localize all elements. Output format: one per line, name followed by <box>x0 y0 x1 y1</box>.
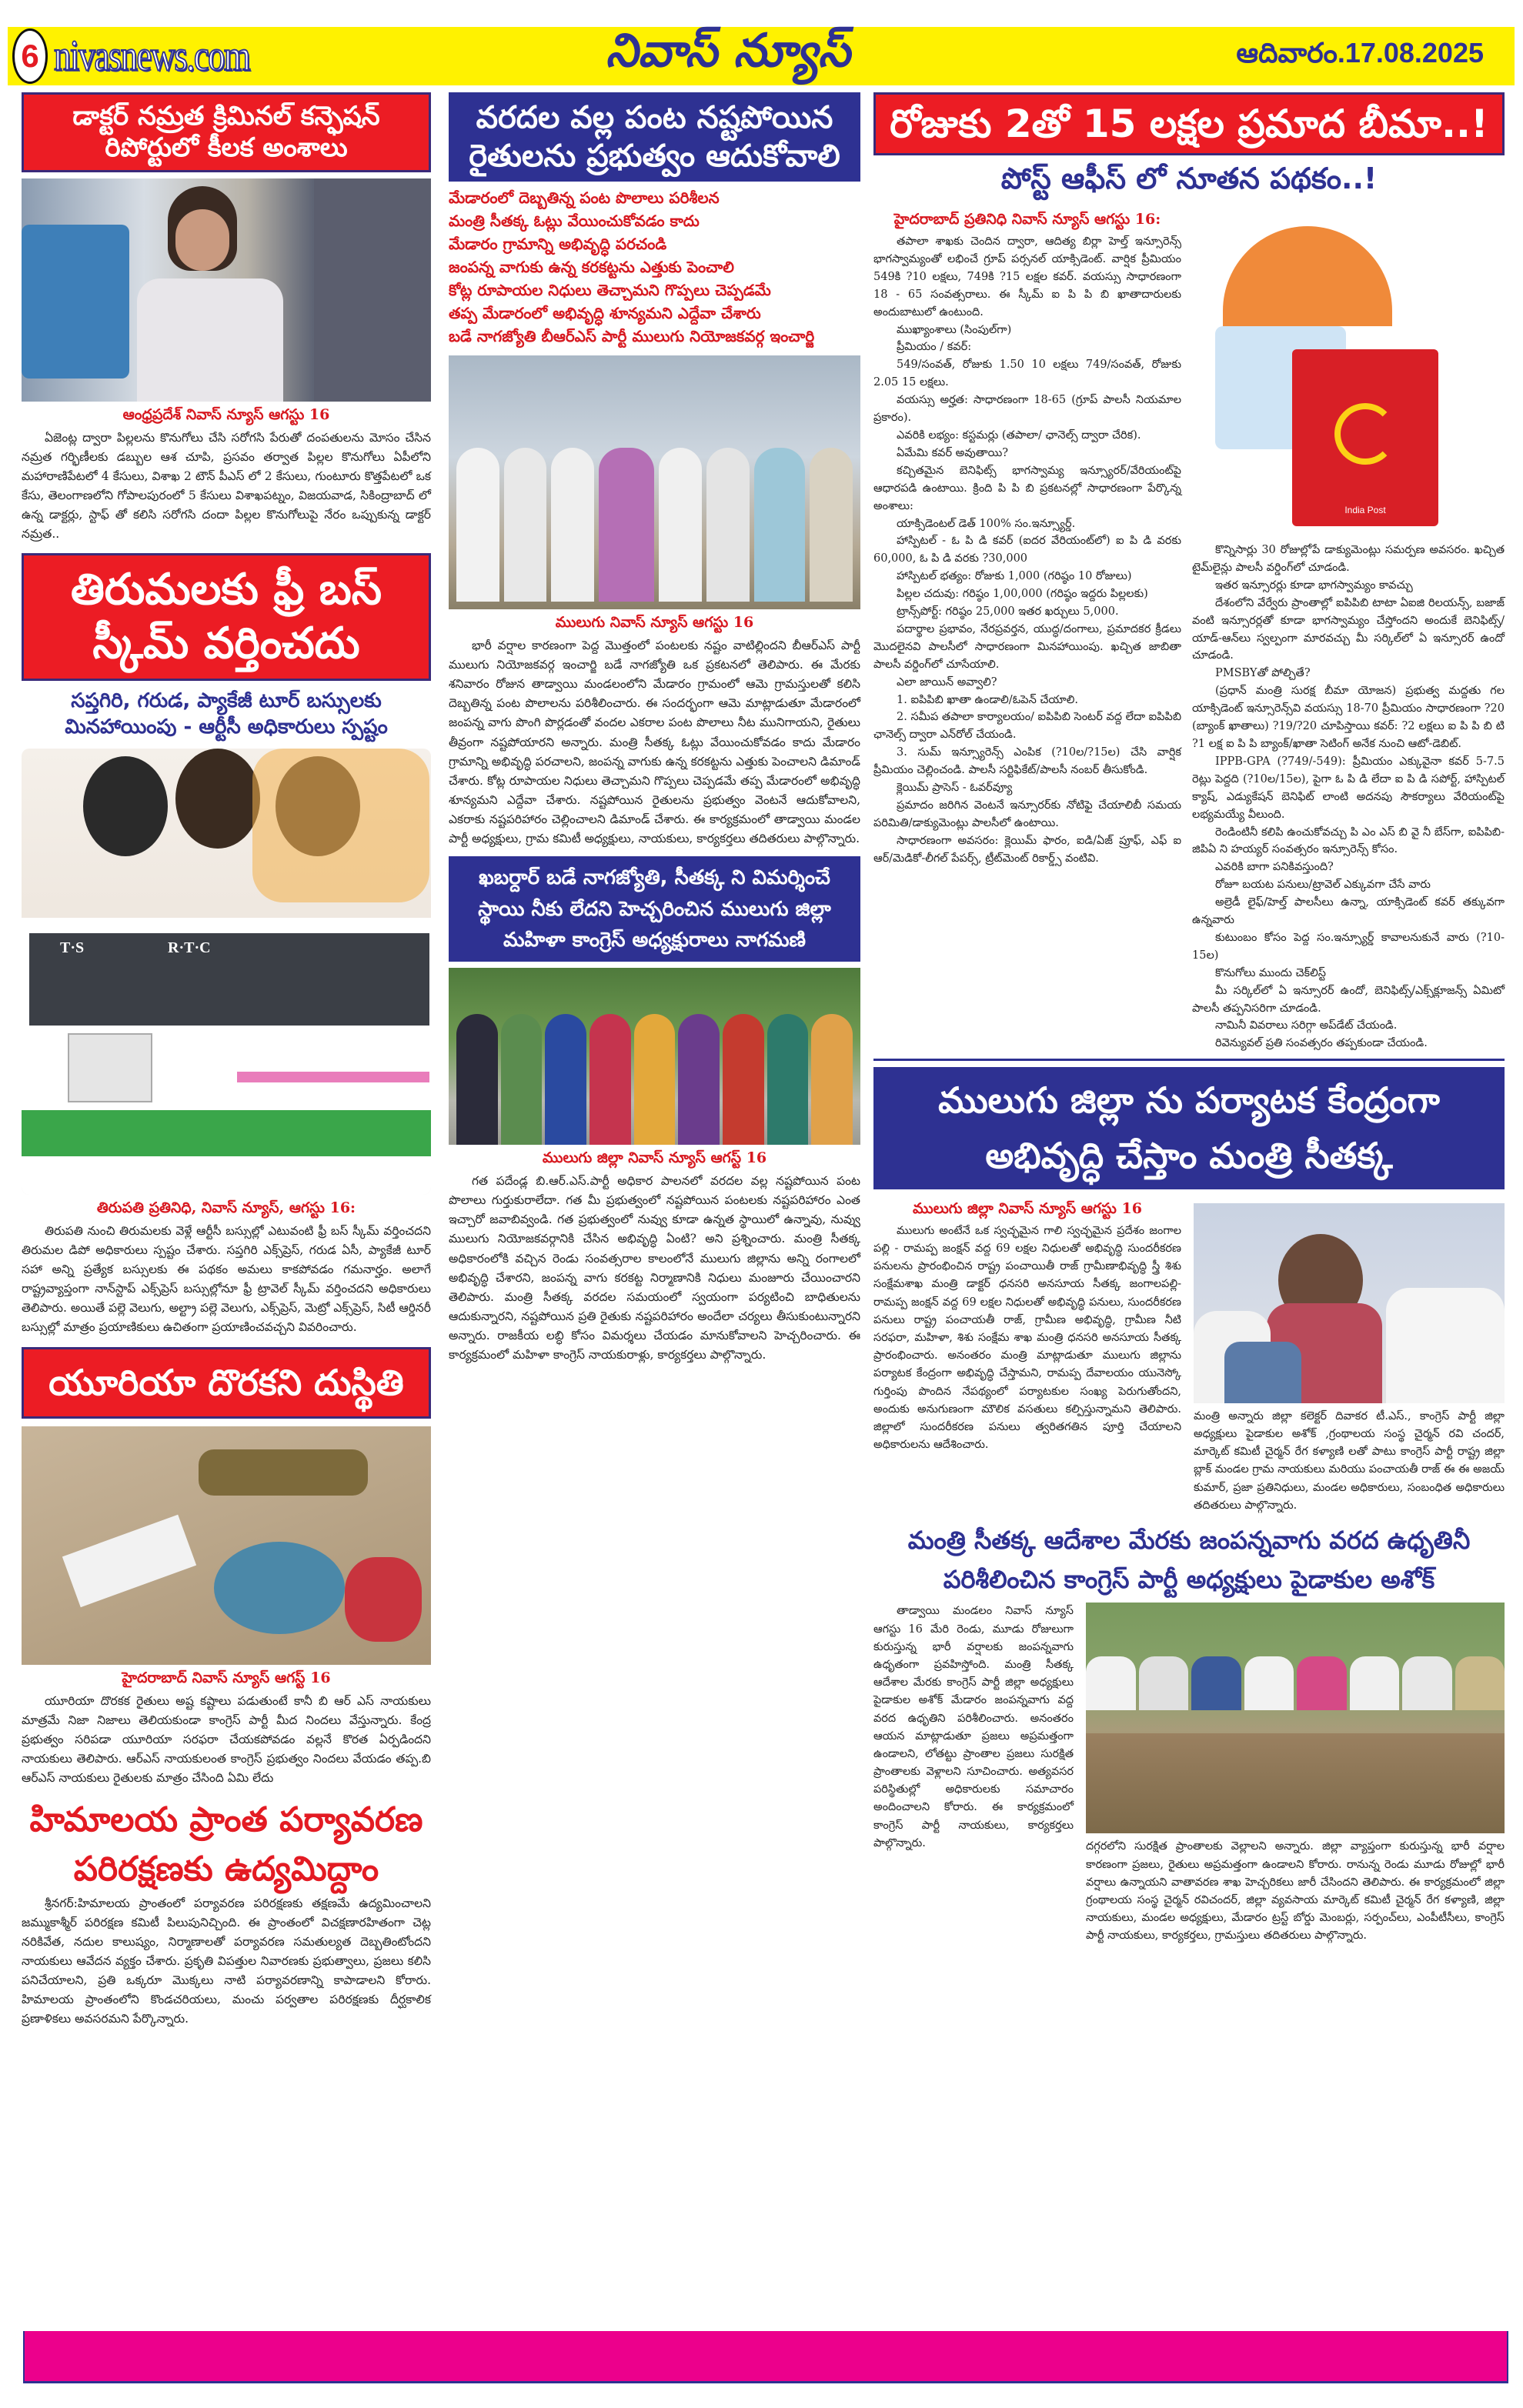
group-people <box>456 448 853 602</box>
minister-photo <box>1194 1203 1505 1403</box>
insurance-left-column <box>873 206 1181 1052</box>
footer-ad-band <box>23 2331 1508 2383</box>
insurance-right-column <box>1192 206 1505 1052</box>
column-middle <box>449 92 860 1365</box>
headline: డాక్టర్ నమ్రత క్రిమినల్ కన్ఫెషన్ రిపోర్టులో కీలక అంశాలు <box>22 92 431 172</box>
police-figures <box>314 178 431 402</box>
article-jampanna <box>873 1521 1505 1946</box>
flood-water <box>1086 1733 1505 1833</box>
article-body-right <box>1194 1408 1505 1515</box>
article-body <box>22 429 431 545</box>
body-text: ములుగు అంటేనే ఒక స్వచ్ఛమైన గాలి స్వచ్ఛమైన ప్రదేశం జంగాల పల్లి - రామప్ప జంక్షన్ వద్ద 69 లక్షల నిధులతో అభివృద్ధి సుందరీకరణ పనులను ప్రారంభించిన రాష్ట్ర పంచాయితీ రాజ్ గ్రామీణాభివృద్ధి స్త్రీ శిశు సంక్షేమశాఖ మంత్రి డాక్టర్ ధనసరి అనసూయ సీతక్క జంగాలపల్లి-రామప్ప జంక్షన్ వద్ద 69 లక్షల నిధులతో అభివృద్ధి పనులు, సుందరీకరణ పనులు రాష్ట్ర పంచాయతీ రాజ్, గ్రామీణ అభివృద్ధి, గ్రామీణ నీటి సరఫరా, మహిళా, శిశు సంక్షేమ శాఖ మంత్రి ధనసరి అనసూయ సీతక్క ప్రారంభించారు. అనంతరం మంత్రి మాట్లాడుతూ ములుగు జిల్లాను పర్యాటక కేంద్రంగా అభివృద్ధి చేస్తామని, రామప్ప దేవాలయం యునెస్కో గుర్తింపు పొందిన నేపథ్యంలో పర్యాటకుల సంఖ్య పెరుగుతోందని, అందుకు అనుగుణంగా మౌలిక వసతులు కల్పిస్తున్నామని తెలిపారు. జిల్లాలో సుందరీకరణ పనులు త్వరితగతిన పూర్తి చేయాలని అధికారులను ఆదేశించారు. <box>873 1224 1181 1452</box>
body-para: 2. సమీప తపాలా కార్యాలయం/ ఐపిపిబి సెంటర్ వద్ద లేదా ఐపిపిబి ఛానెల్స్ ద్వారా ఎన్‌రోల్ చేయండి. <box>873 711 1181 742</box>
india-post-logo-icon <box>1334 403 1396 465</box>
person-body <box>137 278 283 402</box>
body-para: ఎవరికి బాగా పనికివస్తుంది? <box>1215 861 1334 874</box>
column-right <box>873 92 1505 1946</box>
group-photo <box>449 968 860 1145</box>
group-photo <box>449 355 860 609</box>
body-para: (ప్రధాన్ మంత్రి సురక్ష బీమా యోజన) ప్రభుత్వ మద్దతు గల యాక్సిడెంట్ ఇన్సూరెన్స్‌వి వయస్సు 18-70 ప్రీమియం సాధారణంగా ?20 (బ్యాంక్ ఖాతాలు) ?19/?20 చూపిస్తాయి కవర్: ?2 లక్షలు ఐ పి పి బి టి ?1 లక్ష ఐ పి పి బ్యాంక్/ఖాతా సెటింగ్ అనేక నుంచి ఆటో-డెబిట్. <box>1192 685 1505 750</box>
body-para: రోజూ బయట పనులు/ట్రావెల్ ఎక్కువగా చేసే వారు <box>1215 879 1431 892</box>
body-para: ఎలా జాయిన్ అవ్వాలి? <box>897 675 997 689</box>
article-photo <box>22 1426 431 1665</box>
body-text: గత పదేండ్ల బి.ఆర్.ఎస్.పార్టీ అధికార పాలనలో వరదల వల్ల నష్టపోయిన పంట పొలాలు గుర్తుకురాలేదా. గత మీ ప్రభుత్వంలో నష్టపోయిన పంటలకు నష్టపరిహారం ఎంత ఇచ్చారో జవాబివ్వండి. గత ప్రభుత్వంలో నువ్వు కూడా ఉన్నత స్థాయిలో ఉన్నావు, నువ్వు ములుగు నియోజకవర్గానికి చేసిన అభివృద్ధి ఏంటి? అని ప్రశ్నించారు. మంత్రి సీతక్క అధికారంలోకి వచ్చిన రెండు సంవత్సరాల కాలంలోనే ములుగు జిల్లాను అన్ని రంగాలలో అభివృద్ధి చేశారని, జంపన్న వాగు కరకట్ట నిర్మాణానికి నిధులు మంజూరు చేయించారని తెలిపారు. మంత్రి సీతక్క వరదల సమయంలో స్వయంగా పర్యటించి బాధితులను ఆదుకున్నారని, నష్టపోయిన ప్రతి రైతుకు నష్టపరిహారం అందేలా చర్యలు తీసుకుంటున్నారని అన్నారు. రాజకీయ లబ్ధి కోసం విమర్శలు చేయడం మానుకోవాలని హెచ్చరించారు. ఈ కార్యక్రమంలో మహిళా కాంగ్రెస్ నాయకురాళ్లు, కార్యకర్తలు పాల్గొన్నారు. <box>449 1174 860 1362</box>
dateline: హైదరాబాద్ నివాస్ న్యూస్ ఆగస్ట్ 16 <box>122 1669 331 1686</box>
website-name: nivasnews.com <box>54 32 250 80</box>
article-body <box>22 1894 431 2029</box>
body-para: ప్రీమియం / కవర్: <box>897 341 972 354</box>
newspaper-title: నివాస్ న్యూస్ <box>603 24 860 78</box>
headline: రోజుకు 2తో 15 లక్షల ప్రమాద బీమా..! <box>873 92 1505 155</box>
body-text: మంత్రి అన్నారు జిల్లా కలెక్టర్ దివాకర టీ.ఎస్., కాంగ్రెస్ పార్టీ జిల్లా అధ్యక్షులు పైడాకుల అశోక్ ,గ్రంథాలయ సంస్థ చైర్మన్ రవి చందర్, మార్కెట్ కమిటీ చైర్మన్ రేగ కళ్యాణి లతో పాటు కాంగ్రెస్ పార్టీ రాష్ట్ర జిల్లా బ్లాక్ మండల గ్రామ నాయకులు మరియు పంచాయతీ రాజ్ ఈ ఈ అజయ్ కుమార్, ప్రజా ప్రతినిధులు, మండల అధికారులు, సంబంధిత అధికారులు తదితరులు పాల్గొన్నారు. <box>1194 1409 1505 1512</box>
tourism-columns <box>873 1196 1505 1515</box>
bus-stripe-green <box>22 1110 431 1156</box>
body-para: రివెన్యువల్ ప్రతి సంవత్సరం తప్పకుండా చేయండి. <box>1215 1037 1428 1050</box>
article-insurance <box>873 92 1505 1061</box>
group-women <box>456 1014 853 1145</box>
headline: మంత్రి సీతక్క ఆదేశాల మేరకు జంపన్నవాగు వరద ఉధృతినీ పరిశీలించిన కాంగ్రెస్ పార్టీ అధ్యక్షులు పైడాకుల అశోక్ <box>907 1526 1471 1595</box>
headline: ఖబర్దార్ బడే నాగజ్యోతి, సీతక్క ని విమర్శించే స్థాయి నీకు లేదని హెచ్చరించిన ములుగు జిల్లా మహిళా కాంగ్రెస్ అధ్యక్షురాలు నాగమణి <box>449 856 860 962</box>
bus-stripe-pink <box>237 1072 429 1082</box>
headline: యూరియా దొరకని దుస్థితి <box>22 1347 431 1419</box>
article-namratha <box>22 92 431 544</box>
subheadline: సప్తగిరి, గరుడ, ప్యాకేజీ టూర్ బస్సులకు మినహాయింపు - ఆర్టీసీ అధికారులు స్పష్టం <box>65 689 388 739</box>
body-text: దగ్గరలోని సురక్షిత ప్రాంతాలకు వెల్లాలని అన్నారు. జిల్లా వ్యాప్తంగా కురుస్తున్న భారీ వర్షాల కారణంగా ప్రజలు, రైతులు అప్రమత్తంగా ఉండాలని కోరారు. రానున్న రెండు మూడు రోజుల్లో భారీ వర్షాలు ఉన్నాయని వాతావరణ శాఖ హెచ్చరికలు జారీ చేసిందని తెలిపారు. ఈ కార్యక్రమంలో జిల్లా గ్రంథాలయ సంస్థ చైర్మన్ రవిచందర్, జిల్లా వ్యవసాయ మార్కెట్ కమిటీ చైర్మన్ రేగ కళ్యాణి, జిల్లా నాయకులు, మండల అధ్యక్షులు, మేడారం ట్రస్ట్ బోర్డు మెంబర్లు, సర్పంచ్‌లు, ఎంపీటీసీలు, కాంగ్రెస్ పార్టీ నాయకులు, కార్యకర్తలు, గ్రామస్తులు తదితరులు పాల్గొన్నారు. <box>1086 1840 1505 1943</box>
article-body-right <box>1192 542 1505 1052</box>
column-left <box>22 92 431 2029</box>
body-para: PMSBYతో పోల్చితే? <box>1215 667 1311 680</box>
bus-label-rtc: R·T·C <box>168 939 211 956</box>
body-para: ముఖ్యాంశాలు (సింపుల్‌గా) <box>897 323 1012 336</box>
bus-windshield <box>29 933 429 1026</box>
body-text: తిరుపతి నుంచి తిరుమలకు వెళ్లే ఆర్టీసీ బస్సుల్లో ఎటువంటి ఫ్రీ బస్ స్కీమ్ వర్తించదని తిరుమల డిపో అధికారులు స్పష్టం చేశారు. సప్తగిరి ఎక్స్‌ప్రెస్, గరుడ ఏసీ, ప్యాకేజీ టూర్ సహా అన్ని ప్రత్యేక బస్సులకు ఈ పథకం అమలు కాకపోవడం గమనార్హం. అలాగే రాష్ట్రవ్యాప్తంగా నాన్‌స్టాప్ ఎక్స్‌ప్రెస్ బస్సుల్లోనూ ఫ్రీ ట్రావెల్ స్కీమ్ వర్తించదని అధికారులు తెలిపారు. అయితే పల్లె వెలుగు, అల్ట్రా పల్లె వెలుగు, ఎక్స్‌ప్రెస్, మెట్రో ఎక్స్‌ప్రెస్, సిటీ ఆర్డినరీ బస్సుల్లో మాత్రం ప్రయాణికులు ఉచితంగా ప్రయాణించవచ్చని వివరించారు. <box>22 1223 431 1335</box>
highlight-line: కోట్ల రూపాయల నిధులు తెచ్చామని గొప్పలు చెప్పడమే <box>449 281 771 299</box>
person-face <box>175 209 229 271</box>
body-para: హాస్పిటల్ - ఓ పి డి కవర్ (ఐదర వేరియంట్‌లో) ఐ పి డి వరకు 60,000, ఓ పి డి వరకు ?30,000 <box>873 535 1181 565</box>
masthead <box>8 24 1515 85</box>
highlight-line: బడే నాగజ్యోతి బీఆర్ఎస్ పార్టీ ములుగు నియోజకవర్గ ఇంచార్జి <box>449 327 815 345</box>
dateline: ఆంధ్రప్రదేశ్ నివాస్ న్యూస్ ఆగస్టు 16 <box>122 405 330 423</box>
insurance-columns <box>873 206 1505 1052</box>
india-post-illustration <box>1192 211 1505 534</box>
body-para: తపాలా శాఖకు చెందిన ద్వారా, ఆదిత్య బిర్లా హెల్త్ ఇన్సూరెన్స్ భాగస్వామ్యంతో లభించే గ్రూప్ పర్సనల్ యాక్సిడెంట్. వార్షిక ప్రీమియం 549కి ?10 లక్షలు, 749కి ?15 లక్షల కవర్. వయస్సు సాధారణంగా 18 - 65 సంవత్సరాలు. ఈ స్కీమ్ ఐ పి పి బి ఖాతాదారులకు అందుబాటులో ఉంటుంది. <box>873 235 1181 319</box>
body-para: ఏమేమి కవర్ అవుతాయి? <box>897 446 1009 459</box>
section-divider <box>873 1059 1505 1061</box>
body-para: ఎవరికి లభ్యం: కస్టమర్లు (తపాలా/ ఛానెల్స్ ద్వారా చేరిక). <box>897 429 1141 442</box>
body-para: 1. ఐపిపిబి ఖాతా ఉండాలి/ఓపెన్ చేయాలి. <box>897 693 1078 706</box>
issue-date: ఆదివారం.17.08.2025 <box>1236 36 1484 68</box>
sleeping-person <box>214 1542 345 1634</box>
body-para: ట్రాన్స్‌పోర్ట్: గరిష్ఠం 25,000 ఇతర ఖర్చులు 5,000. <box>897 605 1119 619</box>
body-para: మీ సర్కిల్‌లో ఏ ఇన్సూరర్ ఉందో, బెనిఫిట్స్/ఎక్స్‌క్లూజన్స్ ఏమిటో పాలసీ తప్పనిసరిగా చూడండి. <box>1192 984 1505 1015</box>
headline: తిరుమలకు ఫ్రీ బస్ స్కీమ్ వర్తించదు <box>22 553 431 681</box>
body-para: కచ్చితమైన బెనిఫిట్స్ భాగస్వామ్య ఇన్స్యూరర్/వేరియంట్‌పై ఆధారపడి ఉంటాయి. క్రింది పి పి బి ప్రకటనల్లో సాధారణంగా పేర్కొన్న అంశాలు: <box>873 464 1181 512</box>
highlight-line: మేడారం గ్రామాన్ని అభివృద్ధి పరచండి <box>449 235 667 253</box>
red-cloth <box>345 1557 422 1642</box>
dateline: ములుగు నివాస్ న్యూస్ ఆగస్టు 16 <box>555 614 754 631</box>
india-post-card <box>1292 349 1438 526</box>
page-number: 6 <box>12 28 48 84</box>
body-para: IPPB-GPA (?749/-549): ప్రీమియం ఎక్కువైనా కవర్ 5-7.5 రెట్లు పెద్దది (?10ల/15ల), పైగా ఓ పి డి లేదా ఐ పి డి సపోర్ట్, హాస్పిటల్ క్యాష్, ఎడ్యుకేషన్ బెనిఫిట్ లాంటి అదనపు సౌకర్యాలు వేరియంట్‌పై లభ్యమయ్యే వీలుంది. <box>1192 755 1505 821</box>
highlight-line: మేడారంలో దెబ్బతిన్న పంట పొలాలు పరిశీలన <box>449 188 720 207</box>
umbrella-icon <box>1223 226 1392 326</box>
person-right <box>1386 1288 1505 1403</box>
body-para: 549/సంవత్, రోజుకు 1.50 10 లక్షలు 749/సంవత్, రోజుకు 2.05 15 లక్షలు. <box>873 359 1181 389</box>
article-photo <box>22 178 431 402</box>
body-para: 3. సుమ్ ఇన్స్యూరెన్స్ ఎంపిక (?10ల/?15ల) చేసి వార్షిక ప్రీమియం చెల్లించండి. పాలసీ సర్టిఫికేట్/పాలసీ నంబర్ తీసుకోండి. <box>873 746 1181 777</box>
dateline: తిరుపతి ప్రతినిధి, నివాస్ న్యూస్, ఆగస్టు 16: <box>96 1199 356 1216</box>
plant-pot-shape <box>199 1449 368 1496</box>
headline: హిమాలయ ప్రాంత పర్యావరణ పరిరక్షణకు ఉద్యమిద్దాం <box>29 1800 423 1889</box>
article-nagamani <box>449 856 860 1365</box>
highlights-list <box>449 186 860 348</box>
article-body <box>873 1222 1181 1454</box>
collector-figure <box>1224 1342 1301 1403</box>
bus-body <box>22 918 431 1195</box>
body-para: కుటుంబం కోసం పెద్ద సం.ఇన్స్యూర్డ్ కావాలనుకునే వారు (?10-15ల) <box>1192 931 1505 962</box>
woman-photo-2 <box>175 749 260 849</box>
dateline: ములుగు జిల్లా నివాస్ న్యూస్ ఆగస్టు 16 <box>913 1199 1142 1217</box>
jampanna-columns <box>873 1603 1505 1945</box>
india-post-label: India Post <box>1344 505 1386 515</box>
dateline: హైదరాబాద్ ప్రతినిధి నివాస్ న్యూస్ ఆగస్టు 16: <box>893 211 1161 228</box>
body-para: వయస్సు అర్హత: సాధారణంగా 18-65 (గ్రూప్ పాలసీ నియమాల ప్రకారం). <box>873 394 1181 425</box>
article-body <box>22 1222 431 1338</box>
jampanna-left-column <box>873 1603 1074 1945</box>
crowd-figures <box>1086 1656 1505 1710</box>
fertilizer-bags <box>62 1514 196 1607</box>
body-para: దేశంలోని వేర్వేరు ప్రాంతాల్లో ఐపిపిబి టాటా ఏఐజి రిలయన్స్, బజాజ్ వంటి ఇన్సూరర్లతో కూడా భాగస్వామ్యం చేస్తోందని అందుకే బెనిఫిట్స్/యాడ్-ఆన్‌లు స్వల్పంగా మారవచ్చు మీ సర్కిల్‌లో ఏ ఇన్సూరర్ ఉందో చూడండి. <box>1192 596 1505 662</box>
tourism-left-column <box>873 1196 1181 1515</box>
bus-photo <box>22 749 431 1195</box>
body-para: క్లెయిమ్ ప్రాసెస్ - ఓవర్‌వ్యూ <box>897 782 1013 795</box>
body-para: పదార్థాల ప్రభావం, నేరప్రవర్తన, యుద్ధ/దంగాలు, ప్రమాదకర క్రీడలు మొదలైనవి పాలసీలో సాధారణంగా మినహాయింపు. ఖచ్చిత జాబితా పాలసీ వర్డింగ్‌లో చూసేయాలి. <box>873 622 1181 671</box>
article-body <box>873 1603 1074 1853</box>
body-para: హాస్పిటల్ భత్యం: రోజుకు 1,000 (గరిష్ఠం 10 రోజులు) <box>897 570 1132 583</box>
river-photo <box>1086 1603 1505 1833</box>
body-para: యాక్సిడెంటల్ డెత్ 100% సం.ఇన్స్యూర్డ్. <box>897 517 1076 530</box>
highlight-line: జంపన్న వాగుకు ఉన్న కరకట్టను ఎత్తుకు పెంచాలి <box>449 258 734 276</box>
article-body <box>873 233 1181 868</box>
body-para: అల్రెడీ లైఫ్/హెల్త్ పాలసీలు ఉన్నా, యాక్సిడెంట్ కవర్ తక్కువగా ఉన్నవారు <box>1192 896 1505 927</box>
highlight-line: మంత్రి సీతక్క ఓట్లు వేయించుకోవడం కాదు <box>449 212 700 230</box>
woman-photo-1 <box>83 756 168 856</box>
bus-label-ts: T·S <box>60 939 85 956</box>
tourism-right-column <box>1194 1196 1505 1515</box>
body-text: శ్రీనగర్:హిమాలయ ప్రాంతంలో పర్యావరణ పరిరక్షణకు తక్షణమే ఉద్యమించాలని జమ్ముకాశ్మీర్ పరిరక్షణ కమిటీ పిలుపునిచ్చింది. ఈ ప్రాంతంలో విచక్షణారహితంగా చెట్ల నరికివేత, నదుల కాలుష్యం, నిర్మాణాలతో పర్యావరణ సమతుల్యత దెబ్బతింటోందని నాయకులు ఆవేదన వ్యక్తం చేశారు. ప్రకృతి విపత్తుల నివారణకు ప్రభుత్వాలు, ప్రజలు కలిసి పనిచేయాలని, ప్రతి ఒక్కరూ మొక్కలు నాటి పర్యావరణాన్ని కాపాడాలని కోరారు. హిమాలయ ప్రాంతంలోని కొండచరియలు, మంచు పర్వతాల పరిరక్షణకు దీర్ఘకాలిక ప్రణాళికలు అవసరమని పేర్కొన్నారు. <box>22 1896 431 2026</box>
highlight-line: తప్ప మేడారంలో అభివృద్ధి శూన్యమని ఎద్దేవా చేశారు <box>449 304 761 322</box>
bus-grille <box>68 1033 152 1102</box>
article-tourism <box>873 1067 1505 1515</box>
body-text: భారీ వర్షాల కారణంగా పెద్ద మొత్తంలో పంటలకు నష్టం వాటిల్లిందని బీఆర్ఎస్ పార్టీ ములుగు నియోజకవర్గ ఇంచార్జి బడే నాగజ్యోతి ఒక ప్రకటనలో తెలిపారు. ఈ మేరకు శనివారం రోజున తాడ్వాయి మండలంలోని మేడారం గ్రామంలో ఆమె గ్రామస్తులతో కలిసి దెబ్బతిన్న పంట పొలాలను పరిశీలించారు. ఈ సందర్భంగా ఆమె మాట్లాడుతూ మేడారంలో జంపన్న వాగు పొంగి పొర్లడంతో వందల ఎకరాల పంట పొలాలు నీట మునిగాయని, రైతులు తీవ్రంగా నష్టపోయారని అన్నారు. మంత్రి సీతక్క ఓట్లు వేయించుకోవడం కాదు మేడారం గ్రామాన్ని అభివృద్ధి పరచాలని, జంపన్న వాగుకు ఉన్న కరకట్టను ఎత్తుకు పెంచాలని డిమాండ్ చేశారు. కోట్ల రూపాయల నిధులు తెచ్చామని గొప్పలు చెప్పడమే తప్ప మేడారంలో అభివృద్ధి శూన్యమని ఎద్దేవా చేశారు. నష్టపోయిన రైతులను ప్రభుత్వం వెంటనే ఆదుకోవాలని, ఎకరాకు నష్టపరిహారం చెల్లించాలని డిమాండ్ చేశారు. ఈ కార్యక్రమంలో తాడ్వాయి మండల పార్టీ అధ్యక్షులు, గ్రామ కమిటీ అధ్యక్షులు, నాయకులు, కార్యకర్తలు తదితరులు పాల్గొన్నారు. <box>449 639 860 846</box>
body-para: పిల్లల చదువు: గరిష్ఠం 1,00,000 (గరిష్ఠం ఇద్దరు పిల్లలకు) <box>897 588 1148 601</box>
subheadline: పోస్ట్ ఆఫీస్ లో నూతన పథకం..! <box>1000 162 1378 195</box>
body-text: యూరియా దొరకక రైతులు అష్ట కష్టాలు పడుతుంటే కానీ బి ఆర్ ఎస్ నాయకులు మాత్రమే నిజా నిజాలు తెలియకుండా కాంగ్రెస్ పార్టీ మీద నిందలు వేస్తున్నారు. కేంద్ర ప్రభుత్వం సరిపడా యూరియా సరఫరా చేయకపోవడం వల్లనే కొరత ఏర్పడిందని నాయకులు తెలిపారు. ఆర్‌ఎస్ నాయకులంత కాంగ్రెస్ ప్రభుత్వం నిందలు వేయడం తప్ప.బి ఆర్‌ఎస్ నాయకులు రైతులకు మాత్రం చేసింది ఏమి లేదు <box>22 1693 431 1786</box>
dateline: ములుగు జిల్లా నివాస్ న్యూస్ ఆగస్ట్ 16 <box>542 1149 767 1167</box>
body-para: ప్రమాదం జరిగిన వెంటనే ఇన్సూరర్‌కు నోటిఫై చేయాలిబీ సమయ పరిమితి/డాక్యుమెంట్లు పాలసీలో ఉంటాయి. <box>873 799 1181 829</box>
body-para: సాధారణంగా అవసరం: క్లెయిమ్ ఫారం, ఐడి/ఏజ్ ప్రూఫ్, ఎఫ్ ఐ ఆర్/మెడికో-లీగల్ పేపర్స్, ట్రీట్‌మెంట్ రికార్డ్స్ వంటివి. <box>873 834 1181 865</box>
body-para: కొనుగోలు ముందు చెక్‌లిస్ట్ <box>1215 966 1326 979</box>
headline: వరదల వల్ల పంట నష్టపోయిన రైతులను ప్రభుత్వం ఆదుకోవాలి <box>449 92 860 182</box>
article-urea <box>22 1347 431 1789</box>
article-floods <box>449 92 860 849</box>
map-shape <box>252 749 429 902</box>
article-himalaya <box>22 1796 431 2029</box>
article-body <box>449 636 860 849</box>
jampanna-right-column <box>1086 1603 1505 1945</box>
article-body <box>22 1692 431 1789</box>
article-body <box>449 1172 860 1365</box>
body-text: తాడ్వాయి మండలం నివాస్ న్యూస్ ఆగస్టు 16 మేరి రెండు, మూడు రోజులుగా కురుస్తున్న భారీ వర్షాలకు జంపన్నవాగు ఉధృతంగా ప్రవహిస్తోంది. మంత్రి సీతక్క ఆదేశాల మేరకు కాంగ్రెస్ పార్టీ జిల్లా అధ్యక్షులు పైడాకుల అశోక్ మేడారం జంపన్నవాగు వద్ద వరద ఉధృతిని పరిశీలించారు. అనంతరం ఆయన మాట్లాడుతూ ప్రజలు అప్రమత్తంగా ఉండాలని, లోతట్టు ప్రాంతాల ప్రజలు సురక్షిత ప్రాంతాలకు వెళ్లాలని సూచించారు. అత్యవసర పరిస్థితుల్లో అధికారులకు సమాచారం అందించాలని కోరారు. ఈ కార్యక్రమంలో కాంగ్రెస్ పార్టీ నాయకులు, కార్యకర్తలు పాల్గొన్నారు. <box>873 1605 1074 1849</box>
article-tirumala <box>22 553 431 1337</box>
body-para: నామినీ వివరాలు సరిగ్గా అప్‌డేట్ చేయండి. <box>1215 1019 1398 1032</box>
car-door-shape <box>22 225 129 379</box>
body-text: ఏజెంట్ల ద్వారా పిల్లలను కొనుగోలు చేసి సరోగసి పేరుతో దంపతులను మోసం చేసిన నమ్రత గర్భిణీలకు డబ్బుల ఆశ చూపి, ప్రసవం తర్వాత పిల్లల కొనుగోలు ఏపీలోని మహారాణిపేటలో 4 కేసులు, విశాఖ 2 టౌన్ పీఎస్ లో 2 కేసులు, గుంటూరు కొత్తపేటలో ఒక కేసు, తెలంగాణలోని గోపాలపురంలో 5 కేసులు విశాఖపట్నం, విజయవాడ, సికింద్రాబాద్ లో ఉన్న డాక్టర్లు, స్టాఫ్ తో కలిసి సరోగసి దందా పిల్లల కొనుగోలుపై నేరం ఒప్పుకున్న డాక్టర్ నమ్రత.. <box>22 430 431 542</box>
body-para: కొన్నిసార్లు 30 రోజుల్లోపే డాక్యుమెంట్లు సమర్పణ అవసరం. ఖచ్చిత టైమ్‌లైన్లు పాలసీ వర్డింగ్‌లో చూడండి. <box>1192 544 1505 574</box>
body-para: రెండింటినీ కలిపి ఉంచుకోవచ్చు పి ఎం ఎస్ బి వై నీ బేస్‌గా, ఐపిపిబి- జిపిఏ ని హయ్యర్ సంవత్సరం ఇన్సూరెన్స్ కోసం. <box>1192 825 1505 856</box>
headline: ములుగు జిల్లా ను పర్యాటక కేంద్రంగా అభివృద్ధి చేస్తాం మంత్రి సీతక్క <box>873 1067 1505 1189</box>
article-body-right <box>1086 1838 1505 1945</box>
body-para: ఇతర ఇన్సూరర్లు కూడా భాగస్వామ్యం కావచ్చు <box>1215 579 1413 592</box>
